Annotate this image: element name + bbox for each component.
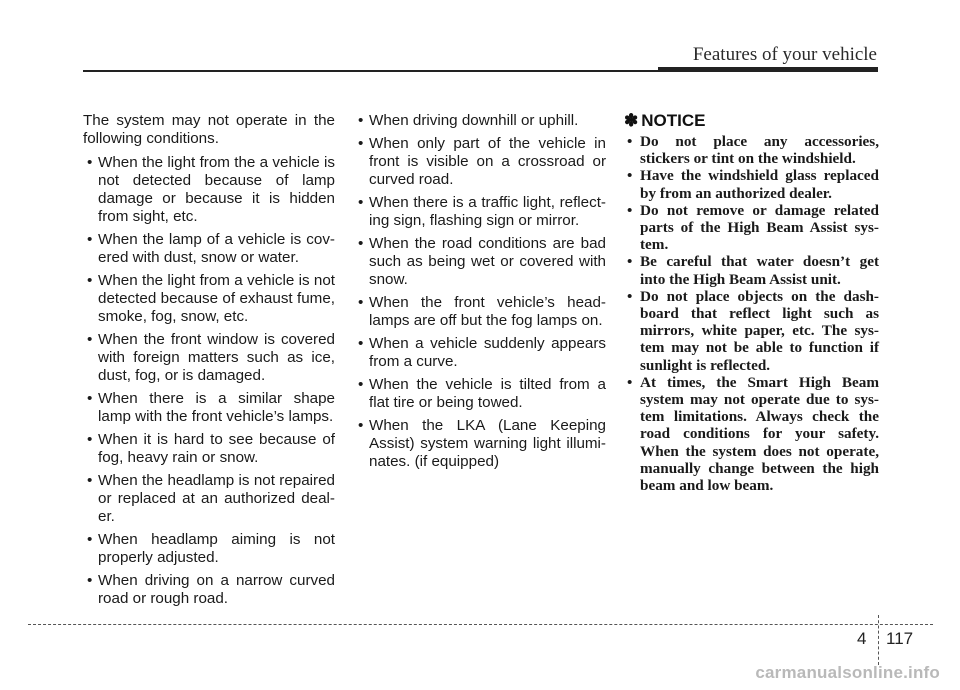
notice-list	[624, 133, 879, 494]
middle-column	[354, 112, 606, 476]
left-column	[83, 112, 335, 613]
notice-item: • At times, the Smart High Beam system may not operate due to sys-tem limitations. Always check the road conditions for your safety. When the system does not operate, manually change between the high beam and low beam.	[624, 374, 879, 494]
conditions-list-middle	[354, 112, 606, 471]
notice-item: • Do not remove or damage related parts of the High Beam Assist sys-tem.	[624, 202, 879, 254]
list-item: • When the vehicle is tilted from a flat tire or being towed.	[354, 376, 606, 412]
list-item: • When there is a similar shape lamp with the front vehicle’s lamps.	[83, 390, 335, 426]
footer-dashed-divider	[878, 615, 879, 665]
list-item: • When the lamp of a vehicle is cov-ered with dust, snow or water.	[83, 231, 335, 267]
page-number: 117	[886, 629, 914, 648]
watermark: carmanualsonline.info	[755, 663, 940, 682]
list-item: • When the front window is covered with foreign matters such as ice, dust, fog, or is damaged.	[83, 331, 335, 385]
list-item: • When the headlamp is not repaired or replaced at an authorized deal-er.	[83, 472, 335, 526]
notice-item: • Have the windshield glass replaced by from an authorized dealer.	[624, 167, 879, 201]
notice-star-icon: ✽	[624, 111, 639, 130]
list-item: • When only part of the vehicle in front is visible on a crossroad or curved road.	[354, 135, 606, 189]
list-item: • When driving downhill or uphill.	[354, 112, 606, 130]
header-rule	[83, 70, 878, 72]
notice-heading	[624, 112, 879, 130]
footer-dashed-rule	[28, 624, 933, 625]
notice-title: NOTICE	[641, 111, 706, 130]
notice-item: • Do not place objects on the dash-board that reflect light such as mirrors, white paper, etc. The sys-tem may not be able to function if sunlight is reflected.	[624, 288, 879, 374]
list-item: • When there is a traffic light, reflect-ing sign, flashing sign or mirror.	[354, 194, 606, 230]
list-item: • When the front vehicle’s head-lamps are off but the fog lamps on.	[354, 294, 606, 330]
list-item: • When driving on a narrow curved road or rough road.	[83, 572, 335, 608]
list-item: • When the road conditions are bad such as being wet or covered with snow.	[354, 235, 606, 289]
list-item: • When a vehicle suddenly appears from a curve.	[354, 335, 606, 371]
section-title: Features of your vehicle	[692, 44, 877, 65]
list-item: • When it is hard to see because of fog, heavy rain or snow.	[83, 431, 335, 467]
intro-paragraph: The system may not operate in the following conditions.	[83, 112, 335, 147]
notice-item: • Do not place any accessories, stickers or tint on the windshield.	[624, 133, 879, 167]
list-item: • When the light from the a vehicle is not detected because of lamp damage or because it is hidden from sight, etc.	[83, 154, 335, 226]
notice-box	[624, 112, 879, 494]
notice-item: • Be careful that water doesn’t get into the High Beam Assist unit.	[624, 253, 879, 287]
list-item: • When headlamp aiming is not properly adjusted.	[83, 531, 335, 567]
list-item: • When the LKA (Lane Keeping Assist) system warning light illumi-nates. (if equipped)	[354, 417, 606, 471]
list-item: • When the light from a vehicle is not detected because of exhaust fume, smoke, fog, snow, etc.	[83, 272, 335, 326]
section-number: 4	[857, 629, 867, 648]
conditions-list-left	[83, 154, 335, 608]
